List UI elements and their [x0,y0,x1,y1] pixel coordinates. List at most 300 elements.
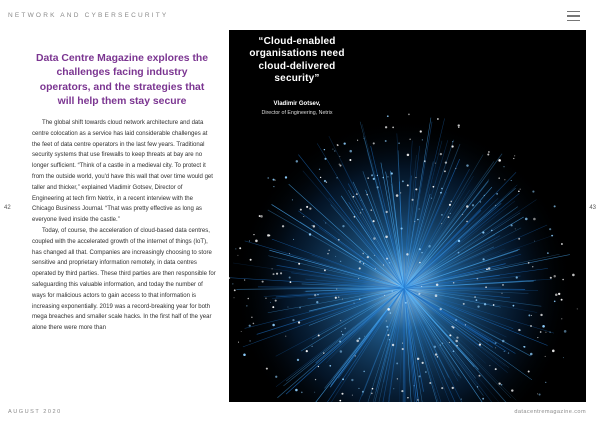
network-node [421,252,422,253]
network-node [435,163,436,164]
network-node [353,196,355,198]
network-node [328,250,329,251]
pull-quote: “Cloud-enabled organisations need cloud-delivered security” [249,36,345,85]
network-node [425,371,427,373]
network-node [465,324,466,325]
network-node [518,238,520,240]
footer-website: datacentremagazine.com [514,409,586,415]
network-node [344,328,346,330]
article-column [0,30,229,402]
network-node [273,186,274,187]
network-node [341,331,342,332]
network-node [319,169,320,170]
network-node [371,209,373,211]
network-node [501,293,502,294]
network-node [244,279,245,280]
network-node [537,393,538,394]
network-node [275,300,277,302]
network-node [313,225,315,227]
network-node [398,143,399,144]
network-node [339,400,341,402]
network-node [360,212,361,213]
network-node [550,277,552,279]
network-node [545,356,546,357]
network-node [498,159,501,162]
network-node [511,224,513,226]
network-node [477,306,479,308]
network-node [525,218,528,221]
network-node [400,192,401,193]
network-node [363,138,364,139]
network-node [461,398,462,399]
network-node [419,248,421,250]
network-node [273,179,275,181]
network-node [324,269,326,271]
network-node [373,142,375,144]
network-node [513,305,515,307]
network-node [458,124,460,126]
network-node [234,289,236,291]
network-node [262,281,264,283]
network-node [462,214,463,215]
network-node [466,205,469,208]
network-node [312,225,313,226]
network-node [391,290,393,292]
network-node [437,356,438,357]
network-node [325,223,326,224]
network-node [401,390,403,392]
network-node [353,303,354,304]
network-node [253,323,255,325]
network-node [488,267,490,269]
network-node [293,239,294,240]
network-node [545,382,546,383]
network-node [495,342,497,344]
network-node [312,346,313,347]
network-node [299,307,301,309]
network-node [260,215,263,218]
quote-attribution-role: Director of Engineering, Netrix [261,110,333,116]
footer-date: AUGUST 2020 [8,409,62,415]
network-node [285,336,286,337]
network-node [270,302,271,303]
network-node [572,274,575,277]
network-node [466,221,467,222]
network-node [389,262,391,264]
network-node [412,199,414,201]
network-node [445,161,447,163]
network-node [292,319,294,321]
network-node [564,330,567,333]
network-node [458,127,459,128]
network-node [309,233,311,235]
network-node [386,321,387,322]
network-node [405,302,407,304]
network-node [455,168,456,169]
network-node [488,151,490,153]
network-node [542,325,545,328]
network-node [317,294,318,295]
network-node [528,370,530,372]
network-node [532,190,534,192]
network-node [396,362,398,364]
network-node [386,258,388,260]
network-node [533,218,536,221]
network-node [501,384,503,386]
network-node [530,325,532,327]
network-node [267,177,269,179]
network-node [336,177,338,179]
network-node [285,176,287,178]
network-node [540,314,542,316]
network-node [267,234,270,237]
network-node [389,339,390,340]
network-node [466,164,468,166]
network-node [367,177,369,179]
network-node [306,350,308,352]
network-sphere-graphic [229,30,586,402]
network-node [266,368,268,370]
network-node [479,343,481,345]
network-node [463,303,465,305]
network-node [477,278,479,280]
network-node [561,299,563,301]
network-node [528,314,530,316]
network-node [491,230,492,231]
network-node [417,399,418,400]
hamburger-menu-icon[interactable] [567,11,580,21]
network-node [493,304,495,306]
network-node [273,273,275,275]
network-node [383,265,384,266]
network-node [324,149,325,150]
network-node [362,253,364,255]
network-node [474,296,476,298]
network-node [558,293,560,295]
network-node [422,139,423,140]
network-node [442,342,444,344]
network-node [429,382,431,384]
network-node [387,115,389,117]
network-node [255,240,258,243]
network-node [528,262,530,264]
network-node [371,392,373,394]
network-node [450,201,452,203]
network-node [420,130,422,132]
network-node [401,227,403,229]
network-node [359,338,361,340]
network-node [301,392,303,394]
network-node [515,229,516,230]
network-node [314,392,315,393]
network-node [272,306,274,308]
page-number-right: 43 [589,205,596,211]
network-node [339,165,341,167]
network-node [340,320,341,321]
network-node [326,182,327,183]
network-node [377,175,378,176]
network-node [428,245,430,247]
network-node [335,256,336,257]
network-node [276,273,278,275]
network-node [440,308,442,310]
network-node [553,275,555,277]
network-node [396,194,399,197]
network-node [274,180,275,181]
network-node [418,293,420,295]
network-node [387,330,388,331]
network-node [449,204,451,206]
network-node [329,365,331,367]
network-node [451,326,453,328]
network-node [458,240,460,242]
network-node [323,352,324,353]
network-node [498,177,500,179]
network-node [424,160,425,161]
network-node [554,205,556,207]
network-node [385,235,388,238]
network-node [479,375,481,377]
network-node [441,387,443,389]
network-node [334,150,335,151]
network-node [415,177,416,178]
network-node [371,174,373,176]
network-node [456,337,458,339]
network-node [332,149,333,150]
network-node [251,316,253,318]
network-node [253,234,254,235]
network-node [508,352,509,353]
network-node [414,221,415,222]
network-node [340,350,343,353]
network-node [436,284,439,287]
network-node [367,256,369,258]
network-node [373,178,375,180]
network-node [372,388,374,390]
network-node [504,351,505,352]
network-node [298,321,300,323]
network-node [363,371,365,373]
network-node [393,388,394,389]
network-node [408,114,410,116]
network-node [249,340,250,341]
article-headline: Data Centre Magazine explores the challenges facing industry operators, and the strategies that will help them stay secure [35,53,209,108]
network-node [440,153,442,155]
network-node [386,326,388,328]
article-paragraph: The global shift towards cloud network architecture and data centre colocation as a service has laid considerable challenges at the feet of data centre operators in the last few years. Traditional security systems that use firewalls to keep threats at bay are no longer sufficient. “Think of a castle in a medieval city. To protect it from the outside world, you'd have this wall that over time would get taller and thicker,” explained Vladimir Gotsev, Director of Engineering at tech firm Netrix, in a recent interview with the Chicago Business Journal. “That was pretty effective as long as everyone lived inside the castle.” [32,120,213,224]
network-node [419,262,420,263]
network-node [387,176,388,177]
network-node [498,382,500,384]
network-node [444,170,446,172]
network-node [338,296,339,297]
network-node [354,216,356,218]
network-node [407,397,408,398]
network-node [392,127,394,129]
network-node [387,334,389,336]
network-node [298,263,300,265]
network-node [441,223,442,224]
network-node [373,220,375,222]
network-node [452,387,454,389]
network-node [534,241,535,242]
network-node [356,193,358,195]
network-node [342,299,343,300]
network-node [485,286,487,288]
network-node [377,186,379,188]
network-node [250,259,252,261]
network-node [476,299,478,301]
network-node [362,391,364,393]
network-node [234,297,235,298]
network-node [385,211,387,213]
network-node [340,261,341,262]
network-node [357,140,358,141]
network-node [324,180,326,182]
network-node [482,231,484,233]
network-node [539,393,541,395]
network-node [495,205,496,206]
network-node [235,248,236,249]
network-node [374,255,375,256]
network-node [513,158,514,159]
network-node [359,261,361,263]
network-node [373,237,376,240]
network-node [358,388,359,389]
network-node [549,331,550,332]
network-node [355,355,356,356]
network-node [448,216,450,218]
network-node [292,199,293,200]
network-node [229,277,230,278]
network-node [537,337,538,338]
network-node [409,138,411,140]
network-node [272,268,273,269]
network-node [309,208,311,210]
network-node [518,190,520,192]
network-node [314,294,316,296]
network-node [366,194,367,195]
network-node [417,219,419,221]
network-node [327,253,329,255]
network-node [435,353,437,355]
network-node [259,215,261,217]
network-node [241,331,242,332]
network-node [239,247,241,249]
network-node [238,342,239,343]
network-node [249,240,250,241]
network-node [275,376,277,378]
network-node [387,308,390,311]
network-node [433,186,435,188]
network-node [452,141,453,142]
network-node [318,334,320,336]
network-node [406,253,408,255]
network-node [342,225,344,227]
network-node [297,359,299,361]
network-node [363,263,364,264]
network-node [440,192,442,194]
network-node [455,340,458,343]
network-node [458,252,460,254]
network-node [324,158,326,160]
network-node [296,160,298,162]
article-body [32,118,216,334]
network-node [407,154,410,157]
network-node [359,299,361,301]
network-node [482,398,484,400]
network-node [306,206,308,208]
network-node [272,324,275,327]
network-node [358,278,359,279]
network-node [456,345,458,347]
network-node [232,283,233,284]
network-node [472,204,474,206]
network-node [441,214,443,216]
page-number-left: 42 [4,205,11,211]
network-node [295,389,298,392]
network-node [530,353,533,356]
network-node [339,341,341,343]
network-node [392,344,394,346]
network-node [402,180,404,182]
network-node [384,295,385,296]
network-node [449,334,451,336]
network-node [375,268,376,269]
network-node [441,188,443,190]
network-node [390,312,392,314]
network-node [480,201,482,203]
network-node [342,378,344,380]
quote-attribution-name: Vladimir Gotsev, [273,101,321,107]
network-node [520,189,521,190]
network-node [495,368,497,370]
network-node [391,172,393,174]
network-node [563,357,564,358]
network-node [417,358,419,360]
network-node [421,286,422,287]
network-node [561,318,562,319]
page-header [0,0,600,30]
network-node [547,252,549,254]
network-node [342,334,344,336]
network-node [449,342,450,343]
network-node [419,209,420,210]
network-node [531,315,532,316]
network-node [502,340,505,343]
network-node [532,266,533,267]
network-node [265,298,266,299]
network-node [246,305,247,306]
network-node [504,166,505,167]
network-node [484,195,485,196]
article-paragraph: Today, of course, the acceleration of cloud-based data centres, coupled with the accelerated growth of the internet of things (IoT), has changed all that. Companies are increasingly choosing to store sensitive and proprietary information remotely, in data centres operated by third parties. These third parties are then responsible for safeguarding this valuable information, and today the number of ways for malicious actors to gain access to that information is increasing exponentially. 2019 was a record-breaking year for both mega breaches and smaller scale hacks. In the first half of the year alone there were more than [32,227,216,332]
network-node [453,282,455,284]
network-node [552,350,555,353]
network-node [339,156,340,157]
network-node [361,200,362,201]
network-node [516,276,518,278]
network-node [247,298,249,300]
network-node [520,330,521,331]
network-node [504,179,505,180]
network-node [431,198,432,199]
network-node [349,159,351,161]
network-node [402,348,404,350]
network-node [290,281,292,283]
network-node [385,140,387,142]
network-node [282,225,284,227]
